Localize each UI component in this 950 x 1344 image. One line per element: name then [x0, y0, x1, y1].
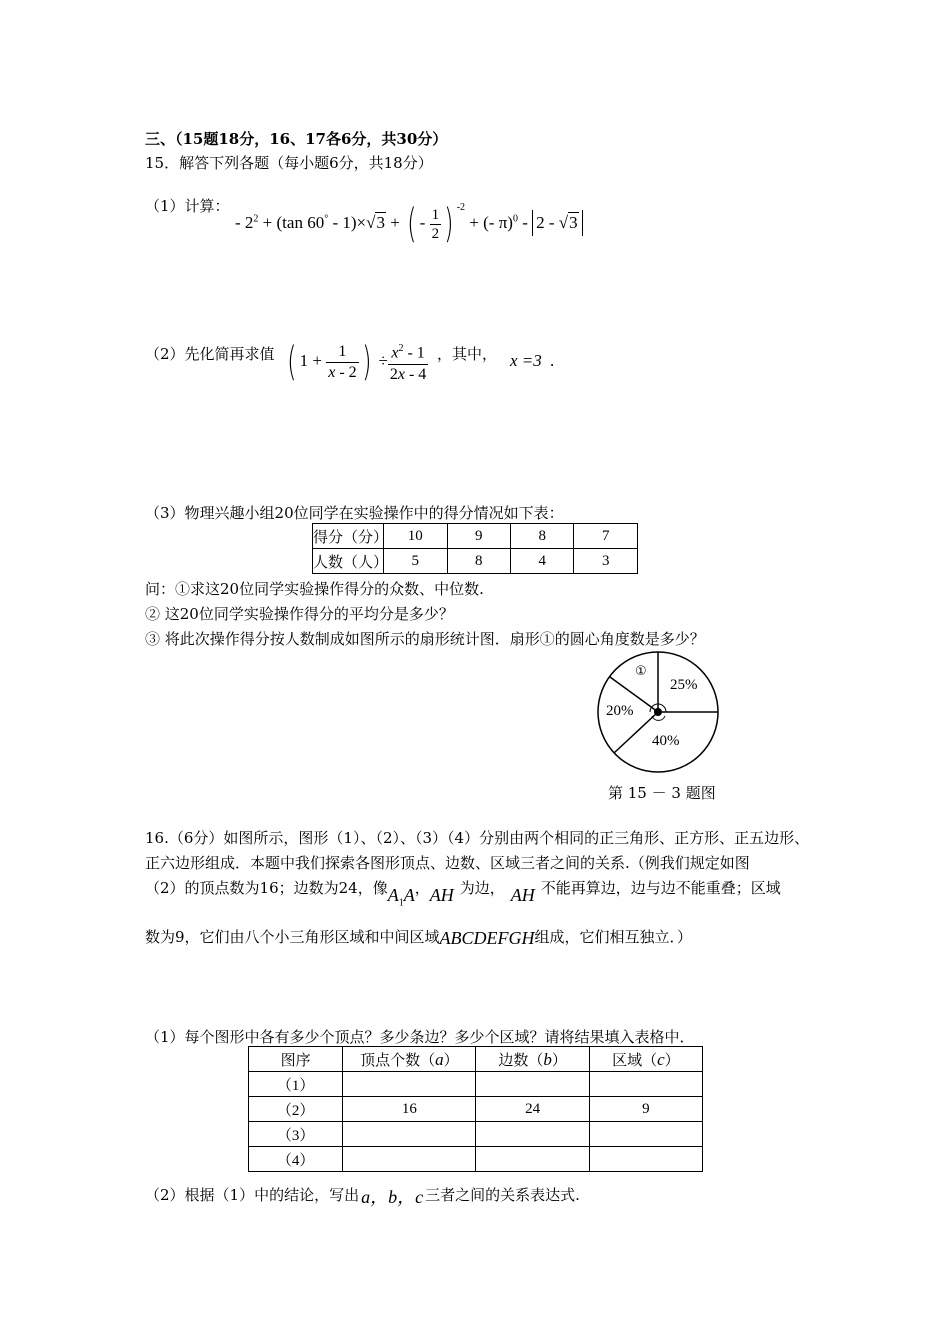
- q16-header-cell: [343, 1047, 476, 1072]
- score-cell: 10: [384, 524, 447, 549]
- q16-line4-text: 数为9，它们由八个小三角形区域和中间区域: [145, 928, 440, 946]
- q16-cell: [476, 1072, 589, 1097]
- q16-header-text: ）: [664, 1052, 680, 1069]
- q15-part1-expression: - $2^2 + (\tan$ 60° - 1)×√3 + ( - $\frac{1}{2}$ ) $^{-2}$ + (- π)$^0$ - 2 - √3: [235, 186, 583, 230]
- q16-cell: [343, 1122, 476, 1147]
- pie-sector-label: ①: [635, 664, 647, 679]
- q15-title: 15．解答下列各题（每小题6分，共18分）: [145, 154, 433, 172]
- q16-header-text: 区域（: [612, 1052, 658, 1069]
- q16-header-text: ）: [551, 1052, 567, 1069]
- q16-table-row: [249, 1072, 703, 1097]
- q15-part2-label: （2）先化简再求值: [145, 345, 275, 363]
- q16-comma: ，: [414, 879, 430, 897]
- q16-part2: [145, 1180, 580, 1206]
- score-cell: 8: [510, 524, 573, 549]
- q16-cell: [589, 1122, 702, 1147]
- q16-line4-text: 组成，它们相互独立．）: [534, 928, 693, 946]
- score-cell: 7: [574, 524, 638, 549]
- q16-line1: 16.（6分）如图所示，图形（1）、（2）、（3）（4）分别由两个相同的正三角形、正方形、正五边形、: [145, 829, 810, 847]
- q16-cell: [476, 1122, 589, 1147]
- q16-cell: 24: [476, 1097, 589, 1122]
- pie-pct-40: 40%: [652, 733, 680, 749]
- pie-center-dot: [654, 708, 662, 716]
- q16-subscript: 1: [398, 897, 404, 909]
- q16-cell: [476, 1147, 589, 1172]
- score-cell: 3: [574, 549, 638, 574]
- score-cell: 9: [447, 524, 510, 549]
- score-table-row: [313, 549, 638, 574]
- q16-part2-vars: a，b，c: [361, 1187, 424, 1207]
- q16-var: A: [387, 885, 399, 905]
- q15-question-a: 问：①求这20位同学实验操作得分的众数、中位数.: [145, 580, 484, 598]
- q16-part2-text: （2）根据（1）中的结论，写出: [145, 1186, 360, 1204]
- q15-part1-label: （1）计算：: [145, 197, 230, 215]
- q16-var: ABCDEFGH: [439, 928, 535, 948]
- q16-cell: [343, 1147, 476, 1172]
- q16-header-text: 边数（: [498, 1052, 544, 1069]
- q16-cell: （3）: [249, 1122, 343, 1147]
- q15-part2-expression: ( 1 + $\frac{1}{x - 2}$ ) ÷ $\frac{x^2 - 1}{2x - 4}$: [287, 339, 427, 386]
- pie-pct-20: 20%: [606, 703, 634, 719]
- q16-line3: [145, 877, 781, 909]
- q16-line3-text: 为边，: [459, 879, 505, 897]
- q16-line3-text: （2）的顶点数为16；边数为24，像: [145, 879, 388, 897]
- score-cell: 4: [510, 549, 573, 574]
- q16-table: [248, 1046, 703, 1172]
- q16-cell: （1）: [249, 1072, 343, 1097]
- q16-header-var: b: [543, 1049, 552, 1069]
- q15-part2-where: ，其中，: [437, 345, 498, 363]
- section-header: 三、（15题18分，16、17各6分，共30分）: [145, 130, 448, 148]
- score-cell: 得分（分）: [313, 524, 384, 549]
- score-cell: 5: [384, 549, 447, 574]
- q16-cell: [589, 1147, 702, 1172]
- q16-table-row: [249, 1097, 703, 1122]
- q16-header-text: ）: [443, 1052, 459, 1069]
- score-table: [312, 523, 638, 574]
- q16-table-row: [249, 1122, 703, 1147]
- q16-cell: 16: [343, 1097, 476, 1122]
- q15-part2-value: x =3: [510, 351, 542, 370]
- q16-part2-text: 三者之间的关系表达式.: [425, 1186, 580, 1204]
- q16-var: AH: [510, 885, 535, 905]
- q16-cell: [343, 1072, 476, 1097]
- q16-var: AH: [429, 885, 454, 905]
- q16-cell: [589, 1072, 702, 1097]
- q16-cell: 9: [589, 1097, 702, 1122]
- pie-pct-25: 25%: [670, 677, 698, 693]
- q16-header-cell: 图序: [249, 1047, 343, 1072]
- q15-question-b: ② 这20位同学实验操作得分的平均分是多少？: [145, 605, 454, 623]
- q16-header-var: a: [435, 1049, 444, 1069]
- score-cell: 8: [447, 549, 510, 574]
- score-table-row: [313, 524, 638, 549]
- q16-part1: （1）每个图形中各有多少个顶点？多少条边？多少个区域？请将结果填入表格中．: [145, 1028, 695, 1046]
- q16-header-cell: [476, 1047, 589, 1072]
- q16-header-cell: [589, 1047, 702, 1072]
- q16-var: A: [403, 885, 415, 905]
- q16-line4: [145, 926, 692, 947]
- q15-question-c: ③ 将此次操作得分按人数制成如图所示的扇形统计图．扇形①的圆心角度数是多少？: [145, 630, 705, 648]
- q16-table-header: [249, 1047, 703, 1072]
- q16-header-var: c: [657, 1049, 665, 1069]
- q15-part3-intro: （3）物理兴趣小组20位同学在实验操作中的得分情况如下表：: [145, 504, 564, 522]
- pie-caption: 第 15 － 3 题图: [608, 784, 716, 802]
- q16-line3-text: 不能再算边，边与边不能重叠；区域: [540, 879, 781, 897]
- q16-header-text: 顶点个数（: [360, 1052, 436, 1069]
- q15-part2-period: .: [550, 351, 555, 370]
- pie-chart: [594, 648, 724, 778]
- q16-cell: （2）: [249, 1097, 343, 1122]
- q16-line2: 正六边形组成．本题中我们探索各图形顶点、边数、区域三者之间的关系.（例我们规定如图: [145, 854, 750, 872]
- score-cell: 人数（人）: [313, 549, 384, 574]
- q16-cell: （4）: [249, 1147, 343, 1172]
- q16-table-row: [249, 1147, 703, 1172]
